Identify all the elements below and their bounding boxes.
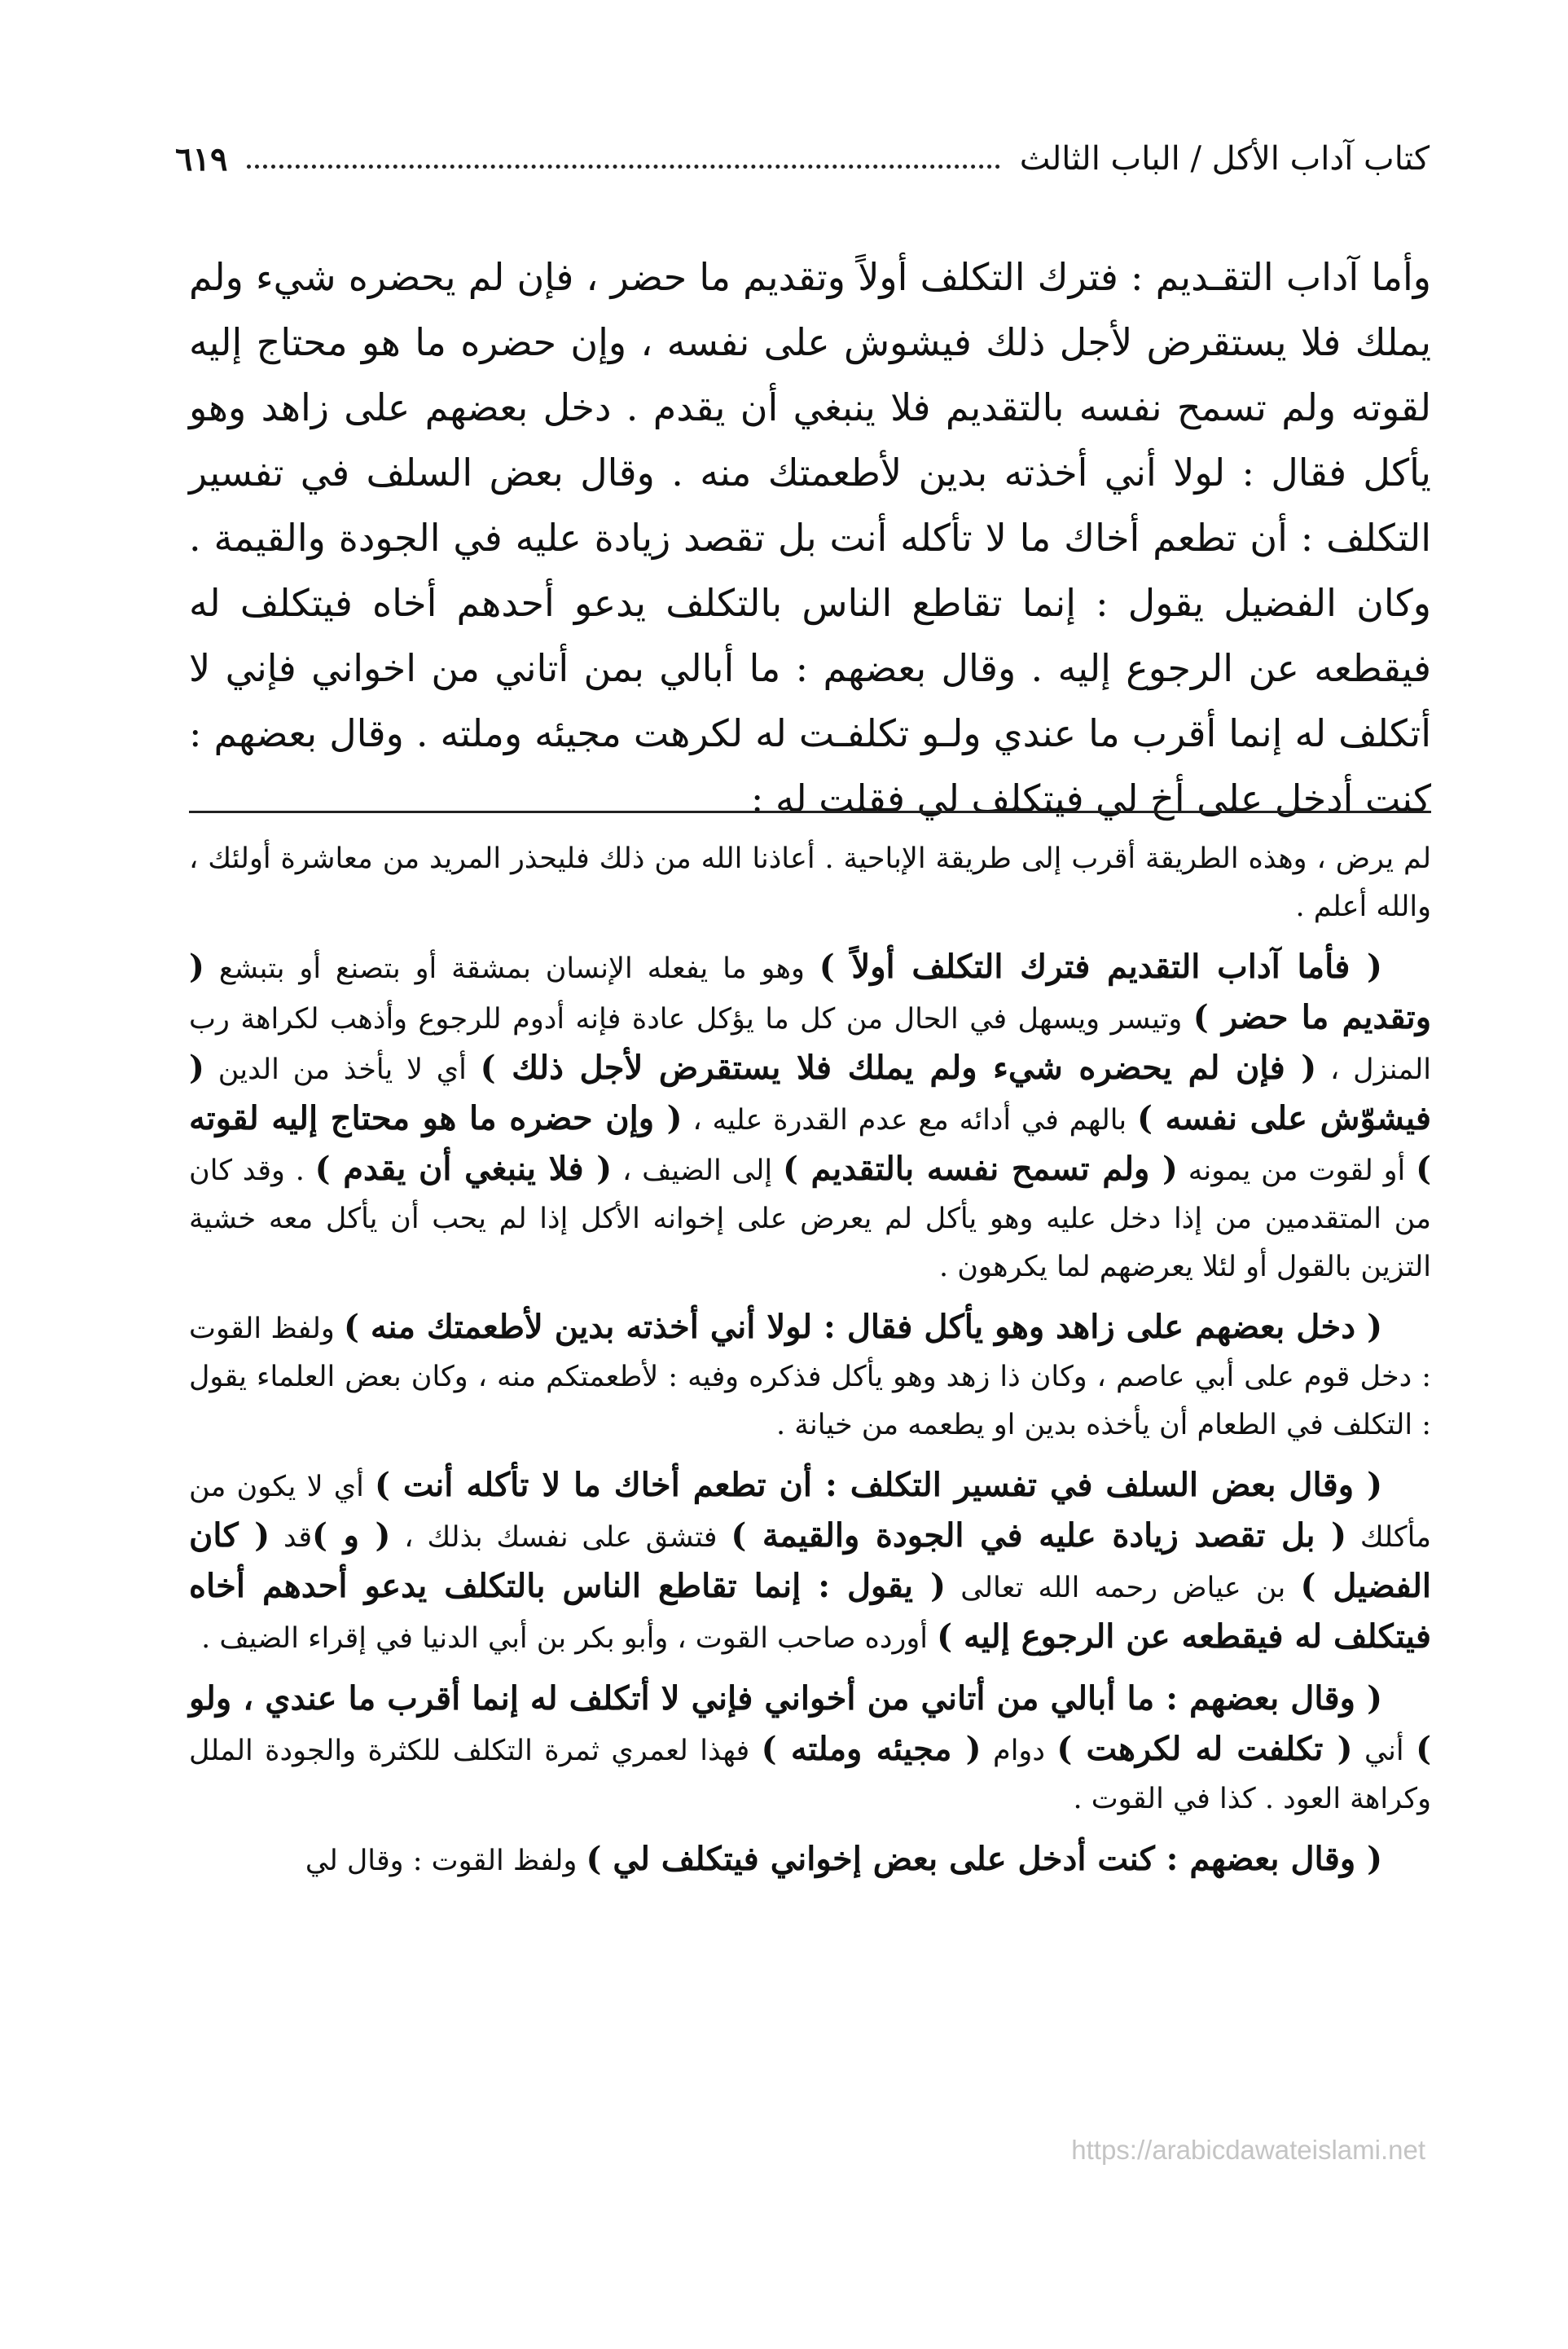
commentary-paragraph xyxy=(189,1303,1431,1449)
quoted-text: ( فأما آداب التقديم فترك التكلف أولاً ) xyxy=(819,948,1382,986)
commentary-paragraph xyxy=(189,1461,1431,1663)
footnote-separator xyxy=(189,811,1431,813)
commentary-text: وهو ما يفعله الإنسان بمشقة أو بتصنع أو بتبشع xyxy=(204,952,819,985)
commentary-text: وتيسر ويسهل في الحال من كل ما يؤكل عادة فإنه أدوم للرجوع وأذهب لكراهة رب المنزل ، xyxy=(189,1003,1431,1086)
commentary-paragraph xyxy=(189,1835,1431,1885)
quoted-text: ( ولم تسمح نفسه بالتقديم ) xyxy=(782,1150,1178,1188)
quoted-text: ( تكلفت له لكرهت ) xyxy=(1056,1730,1353,1768)
commentary-text: دوام xyxy=(981,1735,1057,1767)
commentary-text: فتشق على نفسك بذلك ، xyxy=(390,1521,731,1554)
commentary-text: أي لا يأخذ من الدين xyxy=(204,1054,481,1086)
main-text: وأما آداب التقـديم : فترك التكلف أولاً وتقديم ما حضر ، فإن لم يحضره شيء ولم يملك فلا يستقرض لأجل ذلك فيشوش على نفسه ، وإن حضره ما هو محتاج إليه لقوته ولم تسمح نفسه بالتقديم فلا ينبغي أن يقدم . دخل بعضهم على زاهد وهو يأكل فقال : لولا أني أخذته بدين لأطعمتك منه . وقال بعض السلف في تفسير التكلف : أن تطعم أخاك ما لا تأكله أنت بل تقصد زيادة عليه في الجودة والقيمة . وكان الفضيل يقول : إنما تقاطع الناس بالتكلف يدعو أحدهم أخاه فيتكلف له فيقطعه عن الرجوع إليه . وقال بعضهم : ما أبالي بمن أتاني من اخواني فإني لا أتكلف له إنما أقرب ما عندي ولـو تكلفـت له لكرهت مجيئه وملته . وقال بعضهم : كنت أدخل على أخ لي فيتكلف لي فقلت له : xyxy=(189,255,1431,820)
commentary-paragraph xyxy=(189,835,1431,931)
page-number: ٦١٩ xyxy=(175,139,228,178)
commentary-text: بن عياض رحمه الله تعالى xyxy=(946,1572,1301,1604)
commentary-paragraph xyxy=(189,943,1431,1291)
commentary-text: أني xyxy=(1352,1735,1416,1767)
header-title: كتاب آداب الأكل / الباب الثالث xyxy=(1019,140,1430,178)
commentary-text: ولفظ القوت : دخل قوم على أبي عاصم ، وكان ذا زهد وهو يأكل فذكره وفيه : لأطعمتكم منه ، وكان بعض العلماء يقول : التكلف في الطعام أن يأخذه بدين او يطعمه من خيانة . xyxy=(189,1313,1431,1441)
quoted-text: ( فيشوّش على نفسه ) xyxy=(189,1049,1432,1137)
quoted-text: ( و ) xyxy=(312,1516,391,1555)
commentary-text: ولفظ القوت : وقال لي xyxy=(305,1845,586,1877)
quoted-text: ( وقال بعضهم : ما أبالي من أتاني من أخواني فإني لا أتكلف له إنما أقرب ما عندي ، ولو ) xyxy=(189,1679,1431,1768)
running-header xyxy=(175,130,1430,187)
commentary-text: فهذا لعمري ثمرة التكلف للكثرة والجودة الملل وكراهة العود . كذا في القوت . xyxy=(189,1735,1431,1815)
quoted-text: ( وقال بعض السلف في تفسير التكلف : أن تطعم أخاك ما لا تأكله أنت ) xyxy=(375,1466,1382,1504)
commentary-text: قد xyxy=(270,1521,313,1554)
quoted-text: ( بل تقصد زيادة عليه في الجودة والقيمة ) xyxy=(731,1516,1347,1555)
quoted-text: ( فلا ينبغي أن يقدم ) xyxy=(314,1150,613,1188)
quoted-text: ( دخل بعضهم على زاهد وهو يأكل فقال : لولا أني أخذته بدين لأطعمتك منه ) xyxy=(344,1308,1383,1346)
commentary-text: بالهم في أدائه مع عدم القدرة عليه ، xyxy=(682,1104,1137,1137)
commentary-text: أورده صاحب القوت ، وأبو بكر بن أبي الدنيا في إقراء الضيف . xyxy=(201,1622,938,1655)
commentary-text: . وقد كان من المتقدمين من إذا دخل عليه وهو يأكل لم يعرض على إخوانه الأكل إذا لم يحب أن يأكل معه خشية التزين بالقول أو لئلا يعرضهم لما يكرهون . xyxy=(189,1155,1431,1283)
commentary-text: إلى الضيف ، xyxy=(612,1155,783,1187)
watermark-url: https://arabicdawateislami.net xyxy=(1071,2135,1425,2165)
commentary xyxy=(189,835,1431,1897)
quoted-text: ( فإن لم يحضره شيء ولم يملك فلا يستقرض لأجل ذلك ) xyxy=(480,1049,1317,1087)
commentary-text: أو لقوت من يمونه xyxy=(1177,1155,1416,1187)
commentary-text: لم يرض ، وهذه الطريقة أقرب إلى طريقة الإباحية . أعاذنا الله من ذلك فليحذر المريد من معاشرة أولئك ، والله أعلم . xyxy=(189,842,1431,923)
quoted-text: ( مجيئه وملته ) xyxy=(761,1730,982,1768)
quoted-text: ( وإن حضره ما هو محتاج إليه لقوته ) xyxy=(189,1099,1432,1188)
commentary-paragraph xyxy=(189,1674,1431,1823)
quoted-text: ( كان الفضيل ) xyxy=(189,1516,1432,1605)
commentary-text: أي لا يكون من مأكلك xyxy=(189,1471,1431,1554)
quoted-text: ( يقول : إنما تقاطع الناس بالتكلف يدعو أحدهم أخاه فيتكلف له فيقطعه عن الرجوع إليه ) xyxy=(189,1567,1431,1656)
header-leader-dots xyxy=(247,165,999,169)
quoted-text: ( وقال بعضهم : كنت أدخل على بعض إخواني فيتكلف لي ) xyxy=(586,1840,1382,1878)
quoted-text: ( وتقديم ما حضر ) xyxy=(189,948,1432,1036)
